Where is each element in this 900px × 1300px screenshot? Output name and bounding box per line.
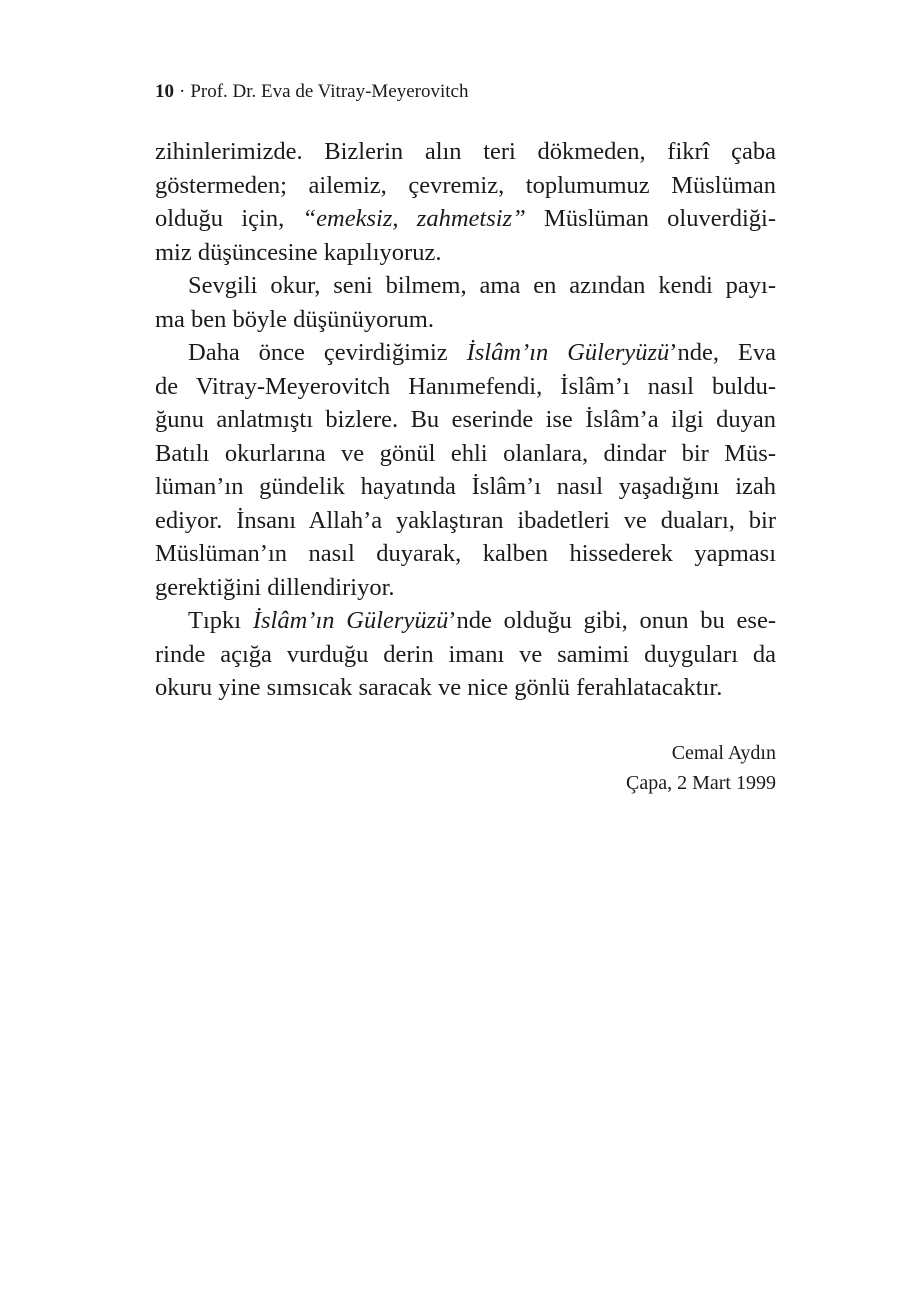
running-head	[155, 80, 468, 104]
text-line: rinde açığa vurduğu derin imanı ve samimi duyguları da	[155, 640, 776, 668]
text-line: lüman’ın gündelik hayatında İslâm’ı nasıl yaşadığını izah	[155, 473, 776, 500]
book-title: İslâm’ın Güleryüzü	[466, 339, 670, 366]
text-line: ma ben böyle düşünüyorum.	[155, 305, 434, 333]
text-line	[155, 604, 776, 638]
text-line: de Vitray-Meyerovitch Hanımefendi, İslâm’ı nasıl buldu-	[155, 372, 776, 400]
text-line: Müslüman’ın nasıl duyarak, kalben hissederek yapması	[155, 540, 776, 567]
text-fragment: ’nde olduğu gibi, onun bu ese-	[448, 607, 776, 634]
text-line: zihinlerimizde. Bizlerin alın teri dökmeden, fikrî çaba	[155, 138, 776, 165]
text-line	[155, 202, 776, 236]
text-fragment: olduğu için,	[155, 205, 303, 232]
signature-place-date: Çapa, 2 Mart 1999	[626, 772, 776, 794]
text-line: ğunu anlatmıştı bizlere. Bu eserinde ise İslâm’a ilgi duyan	[155, 406, 776, 433]
text-fragment: ’nde, Eva	[669, 339, 776, 366]
book-title: İslâm’ın Güleryüzü	[252, 607, 449, 634]
text-line: okuru yine sımsıcak saracak ve nice gönlü ferahlatacaktır.	[155, 674, 723, 701]
quoted-phrase: “emeksiz, zahmetsiz”	[302, 205, 526, 232]
page-number: 10	[155, 81, 174, 102]
text-line: ediyor. İnsanı Allah’a yaklaştıran ibadetleri ve duaları, bir	[155, 506, 776, 534]
text-fragment: Müslüman oluverdiği-	[525, 205, 777, 232]
text-fragment: Daha önce çevirdiğimiz	[188, 339, 467, 366]
text-line: göstermeden; ailemiz, çevremiz, toplumumuz Müslüman	[155, 171, 776, 199]
text-line: Sevgili okur, seni bilmem, ama en azından kendi payı-	[188, 272, 776, 299]
text-line: gerektiğini dillendiriyor.	[155, 573, 395, 601]
text-line	[155, 336, 776, 370]
header-separator: ·	[179, 81, 186, 102]
text-fragment: Tıpkı	[188, 607, 253, 634]
body-text	[155, 135, 776, 705]
running-title: Prof. Dr. Eva de Vitray-Meyerovitch	[190, 81, 469, 102]
text-line: miz düşüncesine kapılıyoruz.	[155, 238, 442, 266]
signature-name: Cemal Aydın	[671, 742, 776, 764]
text-line: Batılı okurlarına ve gönül ehli olanlara, dindar bir Müs-	[155, 439, 776, 467]
